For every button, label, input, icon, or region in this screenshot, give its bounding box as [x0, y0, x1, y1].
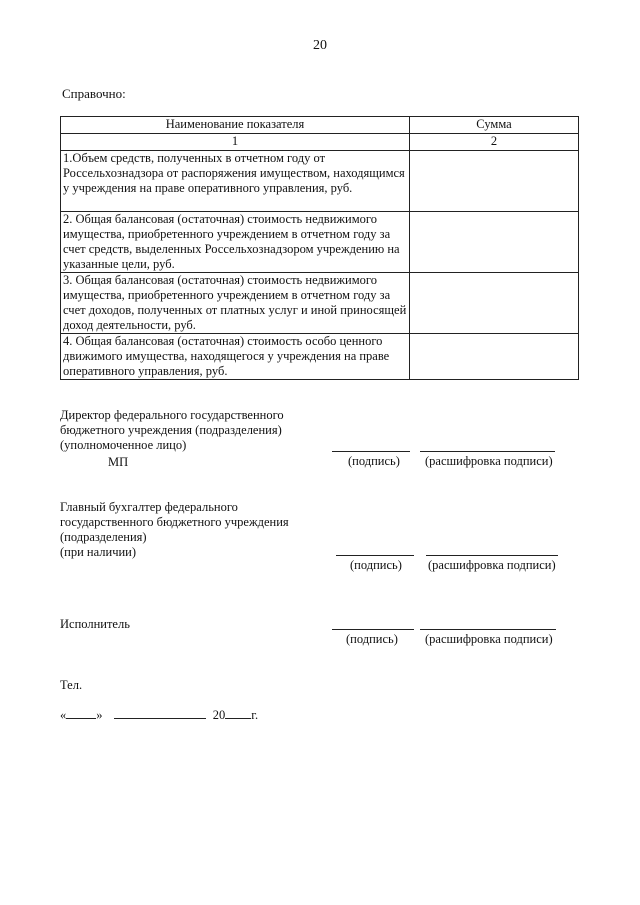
table-row	[61, 273, 579, 334]
director-signature-line[interactable]	[332, 451, 410, 452]
accountant-decoding-line[interactable]	[426, 555, 558, 556]
page-number: 20	[313, 38, 327, 53]
date-month-blank[interactable]	[114, 706, 206, 719]
director-title	[60, 408, 284, 453]
accountant-line-3: (подразделения)	[60, 530, 147, 544]
accountant-signature-caption: (подпись)	[350, 558, 402, 572]
accountant-title	[60, 500, 289, 560]
column-number-1: 1	[61, 134, 410, 151]
accountant-decoding-caption: (расшифровка подписи)	[428, 558, 556, 572]
table-row	[61, 151, 579, 212]
indicator-cell: 3. Общая балансовая (остаточная) стоимость недвижимого имущества, приобретенного учреждением в отчетном году за счет доходов, полученных от платных услуг и иной приносящей доход деятельности, руб.	[61, 273, 410, 334]
accountant-line-4: (при наличии)	[60, 545, 137, 559]
director-line-1: Директор федерального государственного	[60, 408, 284, 422]
date-year-prefix: 20	[212, 708, 226, 722]
amount-cell[interactable]	[410, 334, 579, 380]
date-open-quote: «	[60, 708, 67, 722]
accountant-line-2: государственного бюджетного учреждения	[60, 515, 289, 529]
date-close-quote: »	[96, 708, 103, 722]
header-amount: Сумма	[410, 117, 579, 134]
phone-label: Тел.	[60, 678, 83, 692]
date-day-blank[interactable]	[66, 706, 96, 719]
accountant-signature-line[interactable]	[336, 555, 414, 556]
accountant-line-1: Главный бухгалтер федерального	[60, 500, 238, 514]
column-number-2: 2	[410, 134, 579, 151]
date-year-suffix: г.	[251, 708, 259, 722]
reference-label: Справочно:	[62, 86, 126, 101]
indicator-cell: 1.Объем средств, полученных в отчетном году от Россельхознадзора от распоряжения имуществом, находящимся у учреждения на праве оперативного управления, руб.	[61, 151, 410, 212]
amount-cell[interactable]	[410, 212, 579, 273]
executor-decoding-caption: (расшифровка подписи)	[425, 632, 553, 646]
director-line-2: бюджетного учреждения (подразделения)	[60, 423, 282, 437]
director-line-3: (уполномоченное лицо)	[60, 438, 187, 452]
executor-signature-caption: (подпись)	[346, 632, 398, 646]
executor-label: Исполнитель	[60, 617, 130, 631]
executor-decoding-line[interactable]	[420, 629, 556, 630]
director-decoding-caption: (расшифровка подписи)	[425, 454, 553, 468]
table-header-row	[61, 117, 579, 134]
director-signature-caption: (подпись)	[348, 454, 400, 468]
table-row	[61, 212, 579, 273]
reference-table	[60, 116, 579, 380]
amount-cell[interactable]	[410, 273, 579, 334]
indicator-cell: 2. Общая балансовая (остаточная) стоимость недвижимого имущества, приобретенного учреждением в отчетном году за счет средств, выделенных Россельхознадзором учреждению на указанные цели, руб.	[61, 212, 410, 273]
stamp-placeholder: МП	[108, 455, 129, 469]
indicator-cell: 4. Общая балансовая (остаточная) стоимость особо ценного движимого имущества, находящегося у учреждения на праве оперативного управления, руб.	[61, 334, 410, 380]
director-decoding-line[interactable]	[420, 451, 555, 452]
executor-signature-line[interactable]	[332, 629, 414, 630]
date-year-blank[interactable]	[225, 706, 251, 719]
date-line	[60, 706, 258, 723]
table-row	[61, 334, 579, 380]
header-indicator-name: Наименование показателя	[61, 117, 410, 134]
amount-cell[interactable]	[410, 151, 579, 212]
table-column-numbers-row	[61, 134, 579, 151]
